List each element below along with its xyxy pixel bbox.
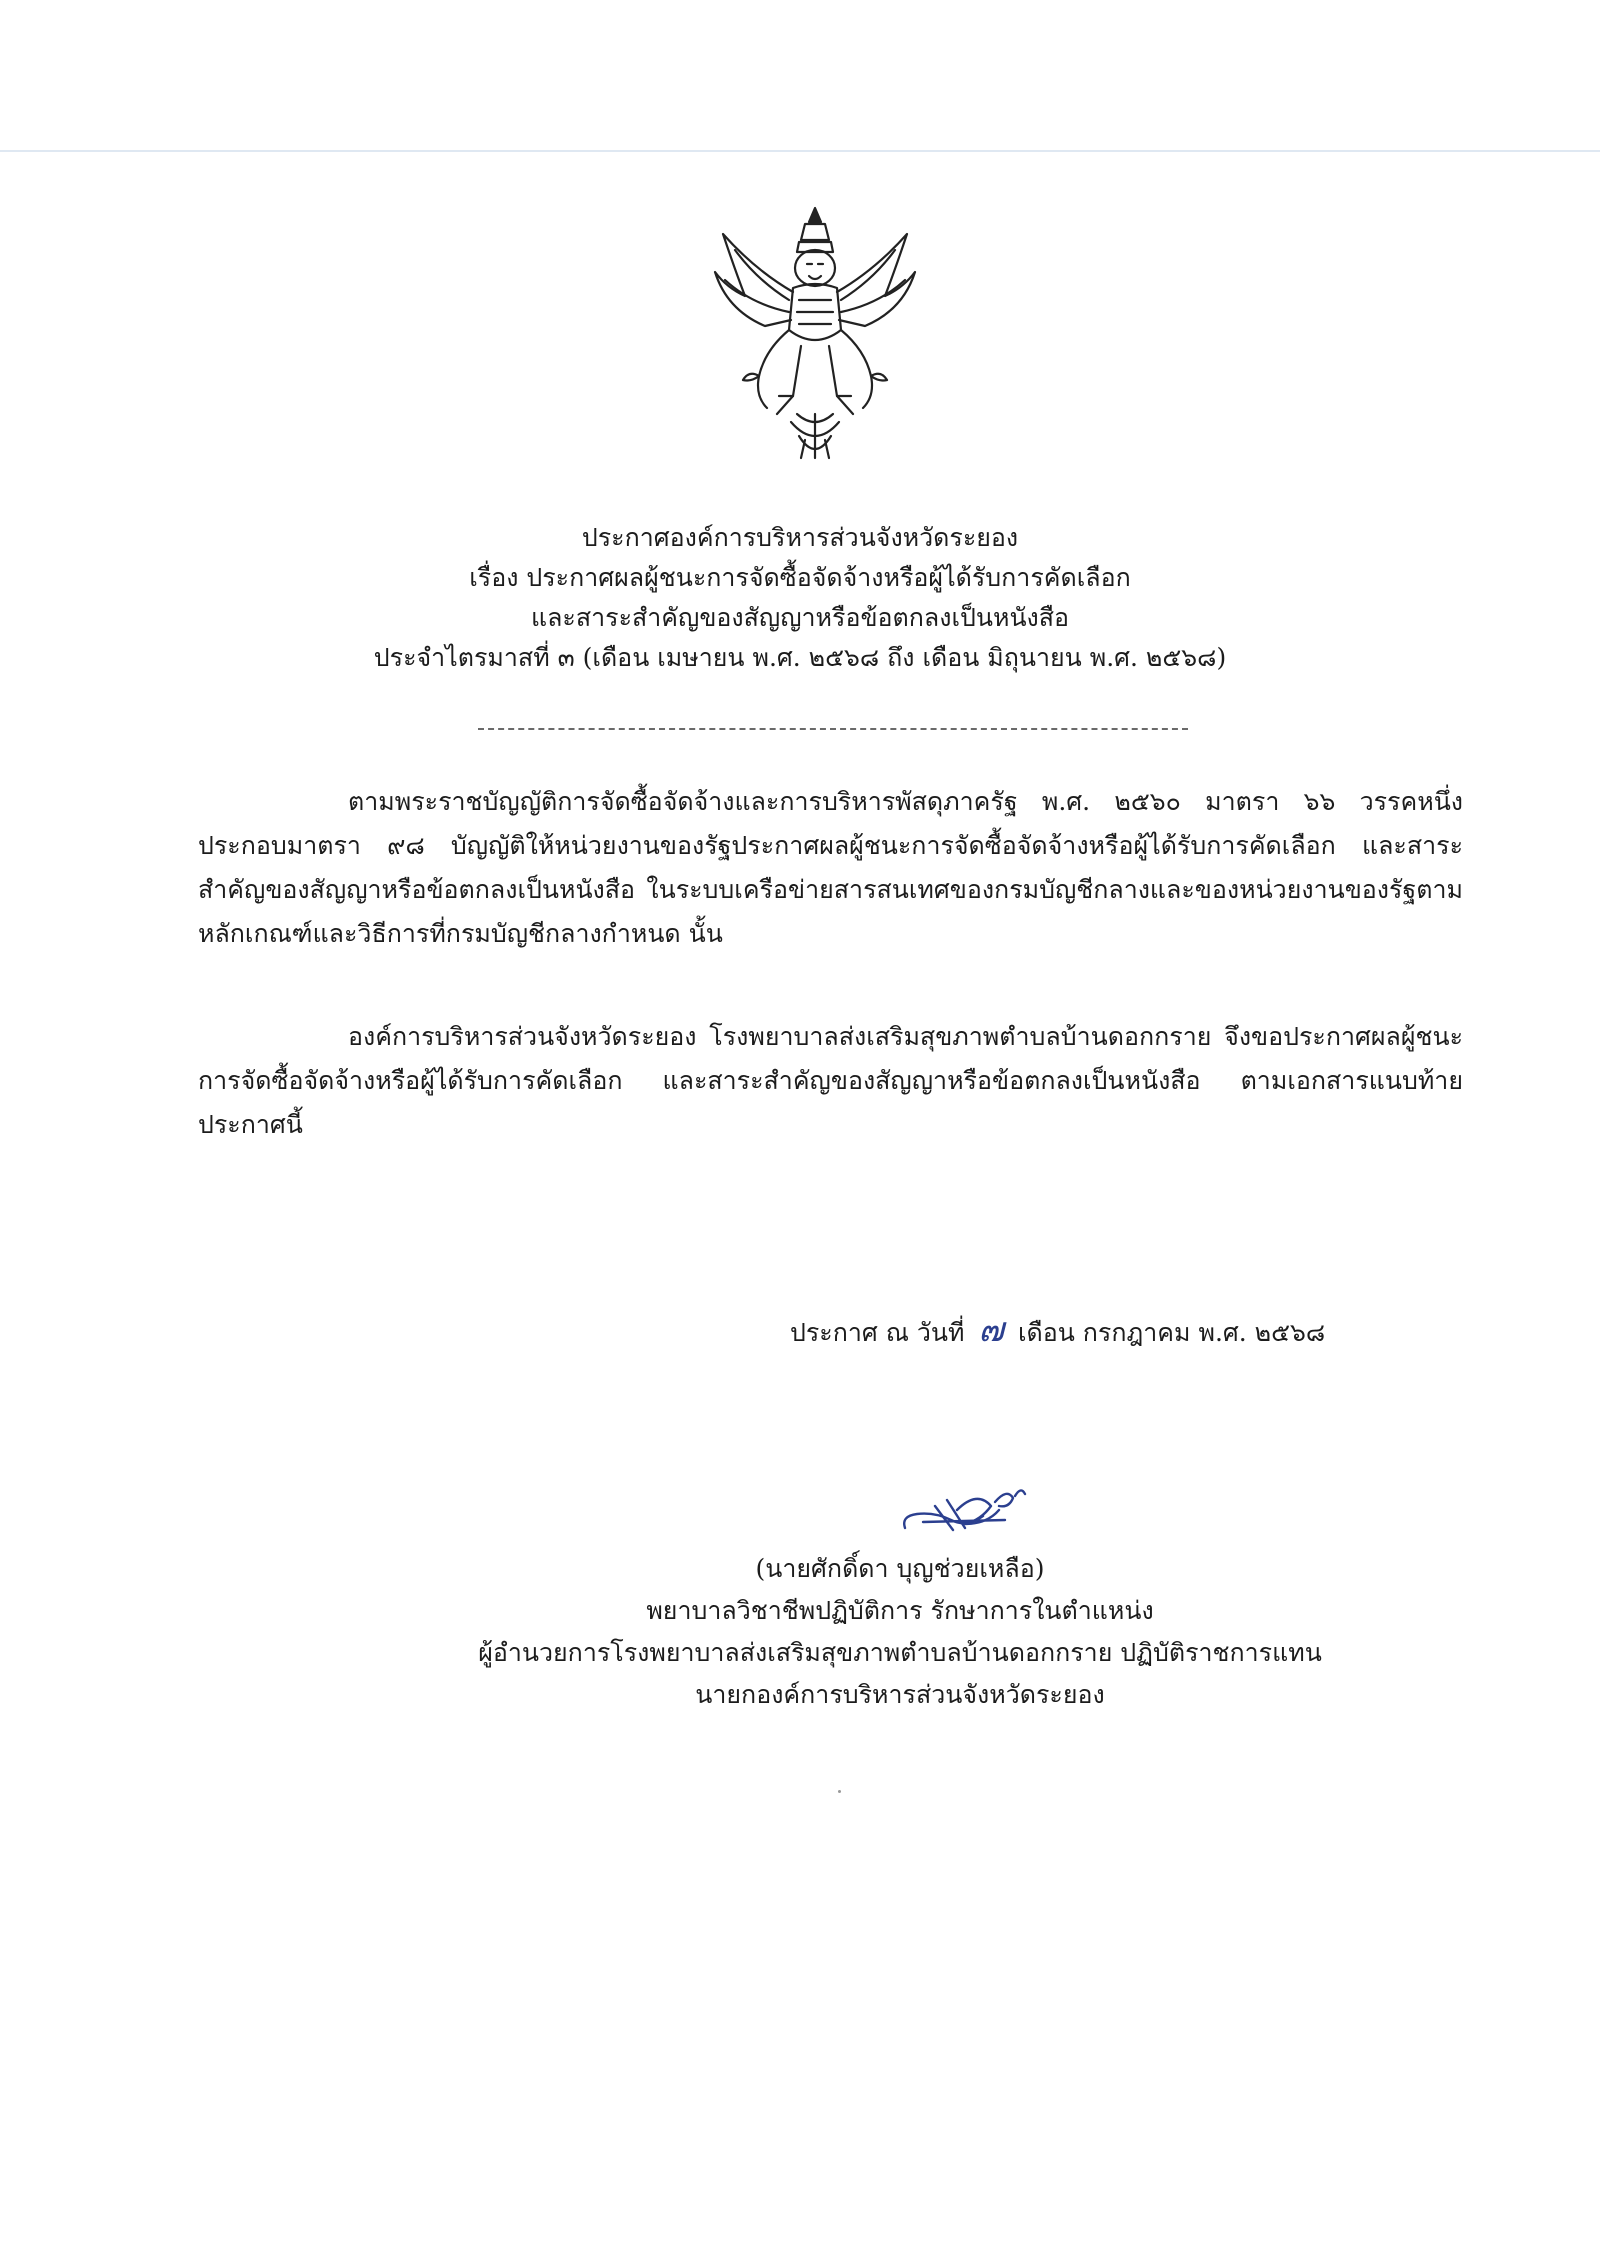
signer-block bbox=[430, 1548, 1370, 1716]
scan-speck bbox=[838, 1790, 841, 1793]
heading-divider bbox=[478, 728, 1188, 730]
signer-position-1: พยาบาลวิชาชีพปฏิบัติการ รักษาการในตำแหน่ง bbox=[646, 1596, 1154, 1625]
body-paragraph-1: ตามพระราชบัญญัติการจัดซื้อจัดจ้างและการบริหารพัสดุภาครัฐ พ.ศ. ๒๕๖๐ มาตรา ๖๖ วรรคหนึ่ง ประกอบมาตรา ๙๘ บัญญัติให้หน่วยงานของรัฐประกาศผลผู้ชนะการจัดซื้อจัดจ้างหรือผู้ได้รับการคัดเลือก และสาระสำคัญของสัญญาหรือข้อตกลงเป็นหนังสือ ในระบบเครือข่ายสารสนเทศของกรมบัญชีกลางและของหน่วยงานของรัฐตามหลักเกณฑ์และวิธีการที่กรมบัญชีกลางกำหนด นั้น bbox=[198, 787, 1463, 948]
announcement-date bbox=[790, 1310, 1325, 1353]
heading-period: ประจำไตรมาสที่ ๓ (เดือน เมษายน พ.ศ. ๒๕๖๘ ถึง เดือน มิถุนายน พ.ศ. ๒๕๖๘) bbox=[373, 643, 1227, 672]
signer-position-2: ผู้อำนวยการโรงพยาบาลส่งเสริมสุขภาพตำบลบ้านดอกกราย ปฏิบัติราชการแทน bbox=[478, 1638, 1322, 1667]
garuda-emblem-icon bbox=[705, 200, 925, 470]
heading-subject: เรื่อง ประกาศผลผู้ชนะการจัดซื้อจัดจ้างหรือผู้ได้รับการคัดเลือก bbox=[469, 563, 1131, 592]
body-paragraph-2: องค์การบริหารส่วนจังหวัดระยอง โรงพยาบาลส่งเสริมสุขภาพตำบลบ้านดอกกราย จึงขอประกาศผลผู้ชนะการจัดซื้อจัดจ้างหรือผู้ได้รับการคัดเลือก และสาระสำคัญของสัญญาหรือข้อตกลงเป็นหนังสือ ตามเอกสารแนบท้ายประกาศนี้ bbox=[198, 1022, 1463, 1139]
handwritten-signature bbox=[895, 1480, 1055, 1550]
signer-name: (นายศักดิ์ดา บุญช่วยเหลือ) bbox=[755, 1554, 1045, 1583]
date-suffix: เดือน กรกฎาคม พ.ศ. ๒๕๖๘ bbox=[1017, 1318, 1326, 1347]
date-day: ๗ bbox=[978, 1310, 1004, 1350]
signer-position-3: นายกองค์การบริหารส่วนจังหวัดระยอง bbox=[695, 1680, 1105, 1709]
date-prefix: ประกาศ ณ วันที่ bbox=[790, 1318, 965, 1347]
page-top-rule bbox=[0, 150, 1600, 152]
announcement-heading bbox=[0, 518, 1600, 678]
heading-subject-continued: และสาระสำคัญของสัญญาหรือข้อตกลงเป็นหนังสือ bbox=[530, 603, 1070, 632]
heading-organization: ประกาศองค์การบริหารส่วนจังหวัดระยอง bbox=[581, 523, 1019, 552]
